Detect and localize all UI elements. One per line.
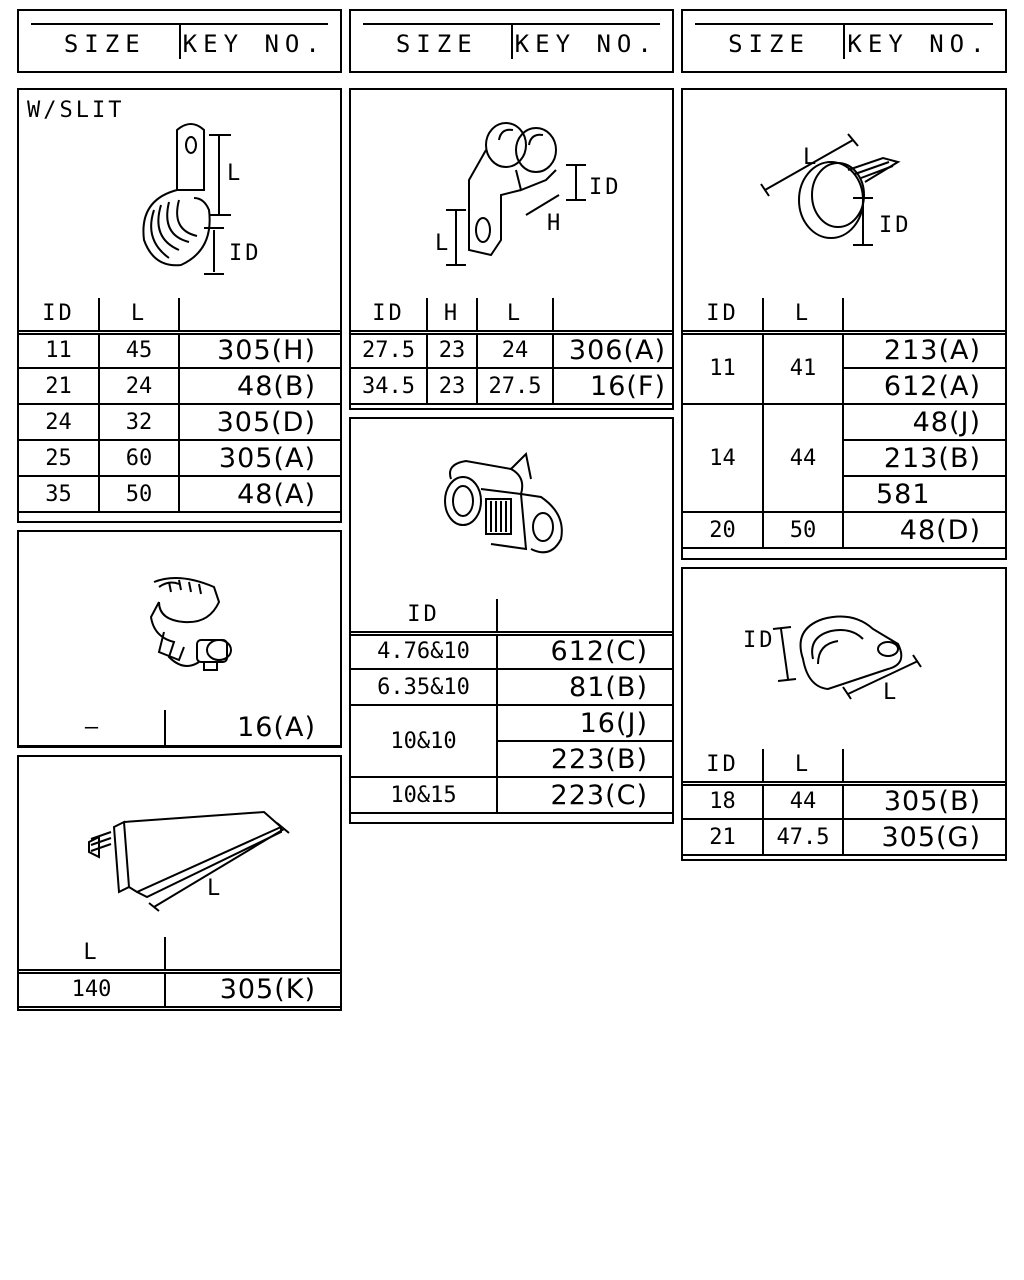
col-key [843, 298, 1005, 332]
table-row: 11 41 213(A) [683, 332, 1005, 368]
double-clamp-illustration [351, 419, 672, 599]
table-row: 213(B) [683, 440, 1005, 476]
table-row: — 16(A) [19, 710, 340, 746]
dim-l-label: L [227, 161, 241, 186]
header-col-3 [681, 9, 1007, 73]
panel-ring-clamp [681, 88, 1007, 560]
ring-clamp-table [683, 298, 1005, 549]
ring-clamp-icon [683, 90, 1005, 298]
key-no-header: KEY NO. [179, 25, 329, 59]
table-row: 21 24 48(B) [19, 368, 340, 404]
table-row: 10&10 16(J) [351, 705, 672, 741]
dim-id-label: ID [879, 213, 912, 238]
double-clamp-table [351, 599, 672, 814]
table-row: 27.5 23 24 306(A) [351, 332, 672, 368]
slit-clamp-table [19, 298, 340, 513]
table-row: 18 44 305(B) [683, 783, 1005, 819]
col-id: ID [351, 298, 427, 332]
panel-p-clip [681, 567, 1007, 861]
panel-clip-16a [17, 530, 342, 748]
table-row: 581 [683, 476, 1005, 512]
col-l: L [477, 298, 553, 332]
clip-16a-table [19, 710, 340, 747]
size-header: SIZE [728, 30, 810, 58]
double-clamp-icon [351, 419, 672, 599]
table-row: 10&15 223(C) [351, 777, 672, 813]
dim-l-label: L [435, 231, 449, 256]
bracket-icon [19, 757, 340, 937]
slit-clamp-illustration [19, 90, 340, 298]
key-no-header: KEY NO. [843, 25, 993, 59]
slit-clamp-icon [19, 90, 340, 298]
table-row: 612(A) [683, 368, 1005, 404]
header-col-2 [349, 9, 674, 73]
panel-slit-clamp [17, 88, 342, 523]
table-row: 24 32 305(D) [19, 404, 340, 440]
table-row: 11 45 305(H) [19, 332, 340, 368]
col-key [165, 937, 340, 971]
bracket-illustration [19, 757, 340, 937]
col-l: L [763, 749, 843, 783]
col-id: ID [351, 599, 497, 633]
table-row: 6.35&10 81(B) [351, 669, 672, 705]
size-header: SIZE [63, 30, 146, 58]
col-key [553, 298, 672, 332]
table-row: 25 60 305(A) [19, 440, 340, 476]
offset-clamp-table [351, 298, 672, 405]
col-id: ID [683, 298, 763, 332]
dim-l-label: L [883, 680, 897, 705]
table-row: 34.5 23 27.5 16(F) [351, 368, 672, 404]
col-l: L [99, 298, 179, 332]
dim-l-label: L [207, 876, 221, 901]
offset-clamp-icon [351, 90, 672, 298]
dim-id-label: ID [589, 175, 622, 200]
table-row: 4.76&10 612(C) [351, 633, 672, 669]
table-row: 14 44 48(J) [683, 404, 1005, 440]
dim-id-label: ID [229, 241, 262, 266]
header-col-1 [17, 9, 342, 73]
table-row: 35 50 48(A) [19, 476, 340, 512]
dim-l-label: L [803, 145, 817, 170]
col-key [843, 749, 1005, 783]
clip-illustration [19, 532, 340, 710]
dim-id-label: ID [743, 628, 776, 653]
col-id: ID [683, 749, 763, 783]
panel-double-clamp [349, 417, 674, 824]
p-clip-icon [683, 569, 1005, 749]
table-row: 20 50 48(D) [683, 512, 1005, 548]
table-row: 21 47.5 305(G) [683, 819, 1005, 855]
table-row: 223(B) [351, 741, 672, 777]
col-key [179, 298, 340, 332]
slit-tag: W/SLIT [27, 98, 125, 123]
col-l: L [19, 937, 165, 971]
p-clip-table [683, 749, 1005, 856]
clip-icon [19, 532, 340, 710]
col-l: L [763, 298, 843, 332]
col-key [497, 599, 672, 633]
col-id: ID [19, 298, 99, 332]
ring-clamp-illustration [683, 90, 1005, 298]
size-header: SIZE [395, 30, 478, 58]
offset-clamp-illustration [351, 90, 672, 298]
p-clip-illustration [683, 569, 1005, 749]
key-no-header: KEY NO. [511, 25, 661, 59]
table-row: 140 305(K) [19, 971, 340, 1007]
bracket-table [19, 937, 340, 1008]
dim-h-label: H [547, 211, 561, 236]
panel-bracket [17, 755, 342, 1011]
panel-offset-clamp [349, 88, 674, 410]
col-h: H [427, 298, 477, 332]
